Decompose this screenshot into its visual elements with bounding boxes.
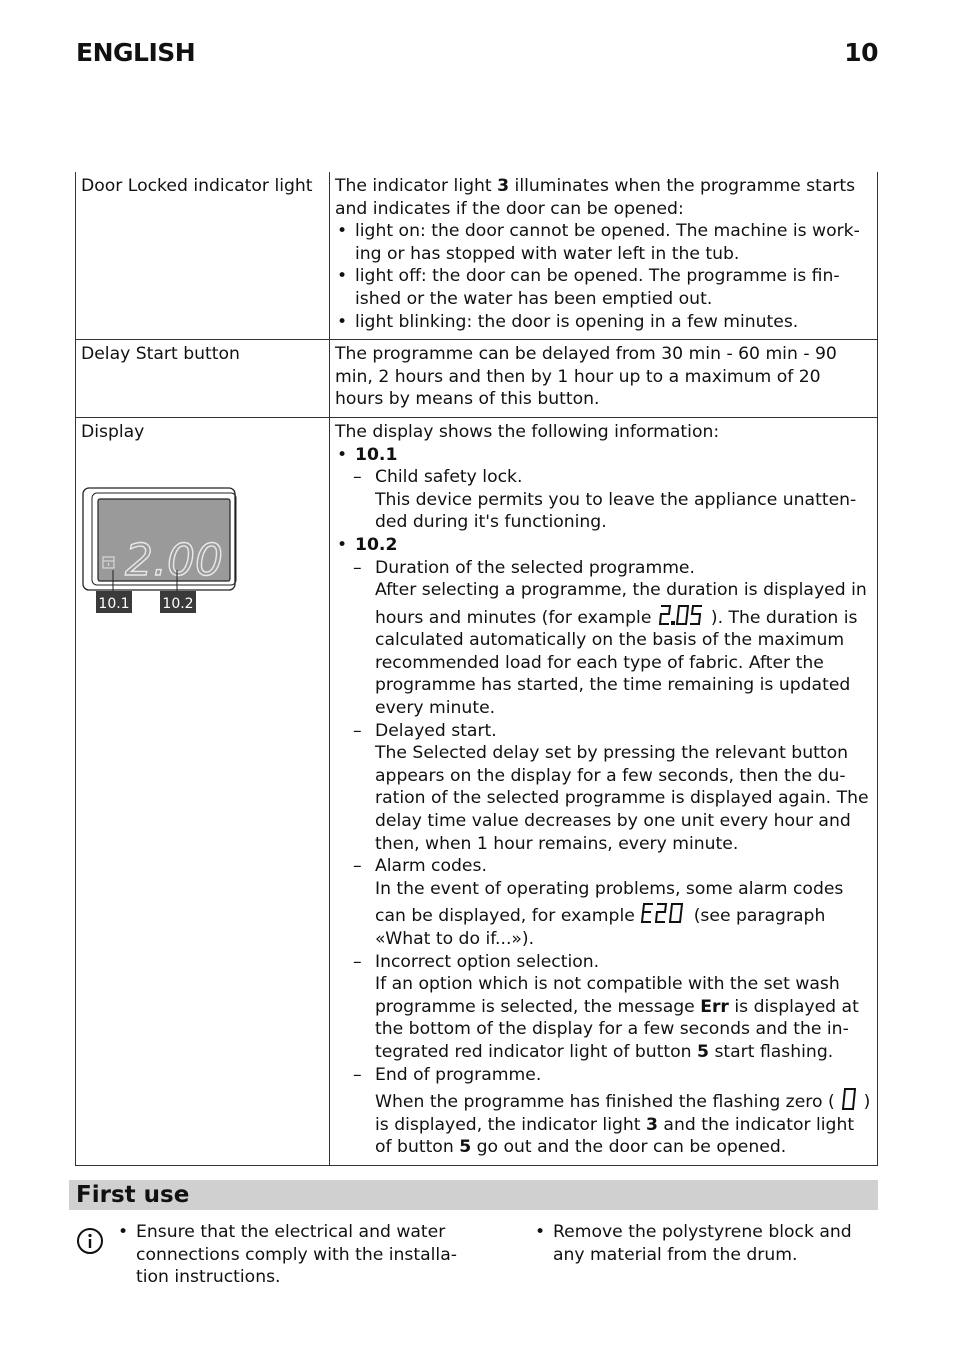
list-item: • 10.2 (335, 534, 871, 557)
list-item: – End of programme. When the programme has finished the flashing zero ( 0 ) is displayed, the indicator light 3 and the indicator light of button 5 go out and the door can be opened. (335, 1064, 871, 1159)
svg-text:2.05: 2.05 (656, 601, 660, 603)
display-bullet-list-2 (335, 534, 871, 557)
first-use-section-header (69, 1180, 878, 1210)
display-digits: 2.00 (125, 534, 223, 586)
child-lock-sublist (335, 466, 871, 534)
list-item: • 10.1 (335, 444, 871, 467)
feature-description (330, 172, 878, 340)
list-item: • Ensure that the electrical and water connections comply with the installa-tion instructions. (116, 1221, 476, 1289)
info-icon (76, 1227, 104, 1255)
feature-description: The programme can be delayed from 30 min - 60 min - 90 min, 2 hours and then by 1 hour up to a maximum of 20 hours by means of this button. (330, 340, 878, 418)
list-item: – Delayed start. The Selected delay set by pressing the relevant button appears on the display for a few seconds, then the du-ration of the selected programme is displayed again. The delay time value decreases by one unit every hour and then, when 1 hour remains, every minute. (335, 720, 871, 856)
segment-e20-icon (640, 900, 688, 926)
first-use-list-2 (533, 1221, 873, 1266)
callout-10-2: 10.2 (162, 595, 194, 612)
table-row-delay-start (76, 340, 878, 418)
page-header-language: ENGLISH (76, 38, 196, 67)
list-item: – Alarm codes. In the event of operating problems, some alarm codes can be displayed, for example E20 (see paragraph «What to do if...»). (335, 855, 871, 950)
segment-zero-icon (840, 1086, 858, 1112)
first-use-list-1 (116, 1221, 476, 1289)
section-title: First use (76, 1182, 190, 1208)
list-item: • light on: the door cannot be opened. The machine is work-ing or has stopped with water left in the tub. (335, 220, 871, 265)
features-table (75, 172, 878, 1166)
segment-205-icon (657, 602, 711, 628)
table-row-door-locked (76, 172, 878, 340)
door-bullet-list (335, 220, 871, 333)
time-sublist (335, 557, 871, 1159)
feature-name: Delay Start button (76, 340, 330, 418)
door-intro: The indicator light 3 illuminates when the programme starts and indicates if the door can be opened: (335, 176, 856, 219)
display-intro: The display shows the following information: (335, 421, 720, 442)
list-item: • Remove the polystyrene block and any material from the drum. (533, 1221, 873, 1266)
first-use-column-1 (116, 1221, 476, 1289)
feature-description (330, 417, 878, 1165)
feature-name-display: Display (81, 421, 145, 442)
callout-10-1: 10.1 (98, 595, 130, 612)
svg-text:0: 0 (840, 1086, 841, 1088)
list-item: – Child safety lock. This device permits you to leave the appliance unatten-ded during it's functioning. (335, 466, 871, 534)
list-item: – Duration of the selected programme. After selecting a programme, the duration is displayed in hours and minutes (for example 2.05 ). The duration is calculated automatically on the basis of the maximum recommended load for each type of fabric. After the programme has started, the time remaining is updated every minute. (335, 557, 871, 720)
feature-name (76, 417, 330, 1165)
table-row-display (76, 417, 878, 1165)
page-number: 10 (844, 38, 878, 67)
display-bullet-list (335, 444, 871, 467)
display-panel-illustration (81, 484, 241, 614)
svg-text:E20: E20 (640, 900, 643, 902)
list-item: • light off: the door can be opened. The programme is fin-ished or the water has been emptied out. (335, 265, 871, 310)
first-use-column-2 (533, 1221, 873, 1266)
list-item: – Incorrect option selection. If an option which is not compatible with the set wash programme is selected, the message Err is displayed at the bottom of the display for a few seconds and the in-tegrated red indicator light of button 5 start flashing. (335, 951, 871, 1064)
list-item: • light blinking: the door is opening in a few minutes. (335, 311, 871, 334)
feature-name: Door Locked indicator light (76, 172, 330, 340)
